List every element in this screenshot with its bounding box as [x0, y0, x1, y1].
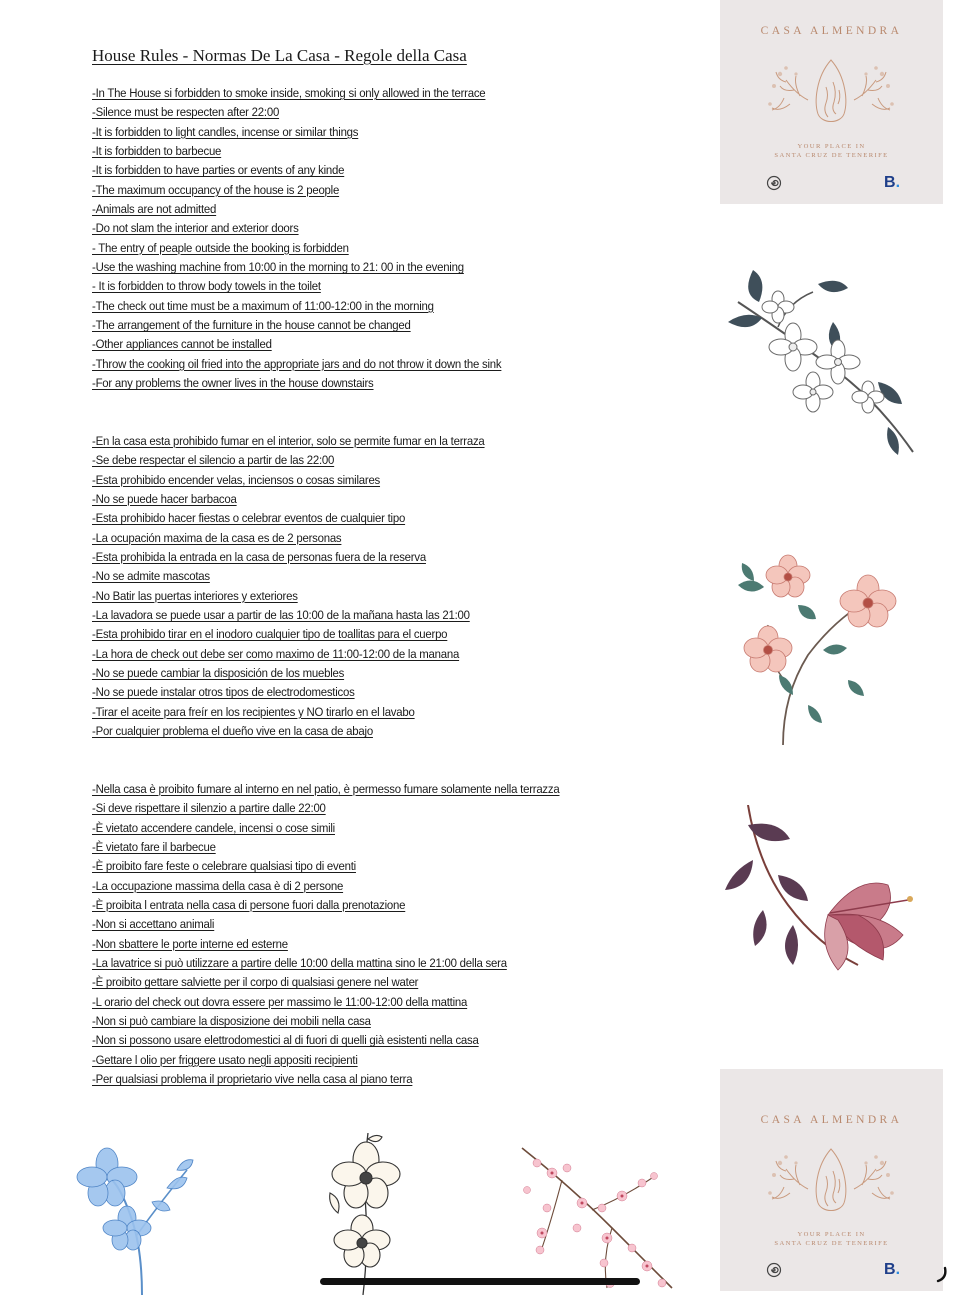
rule-item: -It is forbidden to have parties or events of any kinde	[92, 163, 345, 178]
pink-flower-branch-icon	[728, 545, 913, 745]
rule-item: - It is forbidden to throw body towels in the toilet	[92, 279, 321, 294]
rule-item: -Throw the cooking oil fried into the appropriate jars and do not throw it down the sink	[92, 356, 502, 371]
rule-item: -La hora de check out debe ser como maximo de 11:00-12:00 de la manana	[92, 646, 460, 661]
rule-item: -Esta prohibido tirar en el inodoro cualquier tipo de toallitas para el cuerpo	[92, 627, 448, 642]
rule-item: -È vietato accendere candele, incensi o cose simili	[92, 820, 335, 835]
rule-item: -Non sbattere le porte interne ed esterne	[92, 936, 288, 951]
rule-item: -È vietato fare il barbecue	[92, 840, 216, 855]
sketch-flower-icon	[318, 1133, 408, 1295]
rule-item: -La occupazione massima della casa è di 2 persone	[92, 878, 344, 893]
page-title: House Rules - Normas De La Casa - Regole della Casa	[92, 46, 467, 65]
rule-item: -Use the washing machine from 10:00 in the morning to 21: 00 in the evening	[92, 260, 464, 275]
rule-item: -È proibito fare feste o celebrare qualsiasi tipo di eventi	[92, 859, 356, 874]
logo-name: CASA ALMENDRA	[760, 25, 903, 37]
rule-item: - The entry of peaple outside the booking is forbidden	[92, 240, 349, 255]
almond-logo-icon	[756, 1141, 906, 1231]
rules-list-english	[92, 84, 537, 394]
rule-item: -No se puede hacer barbacoa	[92, 492, 237, 507]
booking-icon: B.	[884, 174, 901, 191]
rule-item: -Se debe respectar el silencio a partir de las 22:00	[92, 453, 335, 468]
casa-almendra-logo-top	[720, 0, 943, 204]
rule-item: -Nella casa è proibito fumare al interno en nel patio, è permesso fumare solamente nella terrazza	[92, 782, 560, 796]
blue-flower-icon	[72, 1140, 202, 1295]
rule-item: -For any problems the owner lives in the house downstairs	[92, 376, 374, 391]
rule-item: -La lavatrice si può utilizzare a partire delle 10:00 della mattina sino le 21:00 della sera	[92, 956, 507, 971]
rule-item: -It is forbidden to light candles, incense or similar things	[92, 124, 359, 139]
rule-item: -Tirar el aceite para freír en los recipientes y NO tirarlo en el lavabo	[92, 704, 415, 719]
rule-item: -La lavadora se puede usar a partir de las 10:00 de la mañana hasta las 21:00	[92, 608, 470, 623]
rules-list-spanish	[92, 432, 519, 742]
rules-list-italian	[92, 780, 600, 1090]
rule-item: -Por cualquier problema el dueño vive en la casa de abajo	[92, 724, 373, 739]
logo-tagline: YOUR PLACE IN SANTA CRUZ DE TENERIFE	[774, 143, 889, 159]
rule-item: -No se admite mascotas	[92, 569, 210, 584]
home-indicator-bar[interactable]	[320, 1278, 640, 1285]
rule-item: -Do not slam the interior and exterior doors	[92, 221, 299, 236]
rule-item: -No Batir las puertas interiores y exteriores	[92, 588, 298, 603]
spiral-icon	[766, 175, 782, 191]
booking-icon: B.	[884, 1261, 901, 1278]
rule-item: -Animals are not admitted	[92, 202, 217, 217]
rule-item: -Non si accettano animali	[92, 917, 215, 932]
rule-item: -Per qualsiasi problema il proprietario vive nella casa al piano terra	[92, 1072, 413, 1087]
rule-item: -Si deve rispettare il silenzio a partire dalle 22:00	[92, 801, 326, 816]
hibiscus-flower-icon	[718, 805, 923, 985]
rule-item: -The arrangement of the furniture in the house cannot be changed	[92, 318, 411, 333]
white-blossom-branch-icon	[718, 262, 923, 462]
rule-item: -No se puede instalar otros tipos de electrodomesticos	[92, 685, 355, 700]
rule-item: -Esta prohibida la entrada en la casa de personas fuera de la reserva	[92, 550, 426, 565]
cherry-blossom-icon	[512, 1138, 674, 1295]
rule-item: -The maximum occupancy of the house is 2 people	[92, 182, 340, 197]
rule-item: -Non si può cambiare la disposizione dei mobili nella casa	[92, 1014, 371, 1029]
curl-mark-icon	[934, 1266, 948, 1284]
rule-item: -Other appliances cannot be installed	[92, 337, 272, 352]
rule-item: -Non si possono usare elettrodomestici al di fuori di quelli già esistenti nella casa	[92, 1033, 479, 1048]
rule-item: -En la casa esta prohibido fumar en el interior, solo se permite fumar en la terraza	[92, 434, 485, 448]
rule-item: -Silence must be respecten after 22:00	[92, 105, 280, 120]
rule-item: -È proibita l entrata nella casa di persone fuori dalla prenotazione	[92, 898, 406, 913]
rule-item: -In The House si forbidden to smoke inside, smoking si only allowed in the terrace	[92, 86, 486, 100]
almond-logo-icon	[756, 52, 906, 142]
casa-almendra-logo-bottom	[720, 1069, 943, 1291]
rule-item: -Gettare l olio per friggere usato negli appositi recipienti	[92, 1052, 358, 1067]
rule-item: -È proibito gettare salviette per il corpo di qualsiasi genere nel water	[92, 975, 419, 990]
logo-tagline: YOUR PLACE IN SANTA CRUZ DE TENERIFE	[774, 1231, 889, 1247]
rule-item: -No se puede cambiar la disposición de los muebles	[92, 666, 345, 681]
spiral-icon	[766, 1262, 782, 1278]
rule-item: -Esta prohibido encender velas, inciensos o cosas similares	[92, 472, 381, 487]
rule-item: -It is forbidden to barbecue	[92, 144, 222, 159]
rule-item: -Esta prohibido hacer fiestas o celebrar eventos de cualquier tipo	[92, 511, 406, 526]
rule-item: -La ocupación maxima de la casa es de 2 personas	[92, 530, 342, 545]
rule-item: -L orario del check out dovra essere per massimo le 11:00-12:00 della mattina	[92, 994, 468, 1009]
logo-name: CASA ALMENDRA	[760, 1114, 903, 1126]
rule-item: -The check out time must be a maximum of 11:00-12:00 in the morning	[92, 298, 434, 313]
